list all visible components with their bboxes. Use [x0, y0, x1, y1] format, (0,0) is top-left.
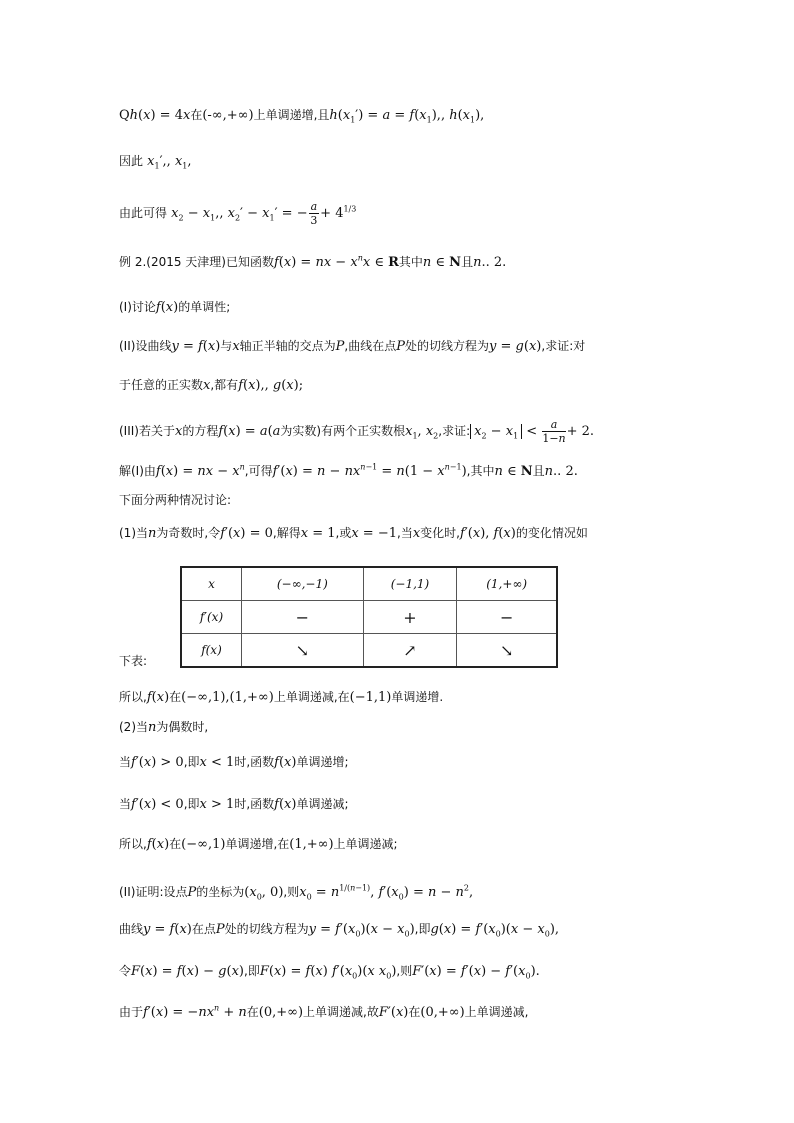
case-2: (2)当n为偶数时, — [119, 720, 209, 735]
text: 单调递增; — [296, 755, 349, 769]
text: 且 — [461, 255, 474, 269]
table-cell: (−∞,−1) — [241, 567, 363, 601]
tangent-line: 曲线y = f(x)在点P处的切线方程为$y = f'(x_0)(x - x_0)$,即$g(x) = f'(x_0)(x - x_0)$, — [119, 922, 560, 939]
text: ,即 — [183, 797, 200, 811]
text: 为偶数时, — [156, 720, 209, 734]
text: 时,函数 — [234, 797, 275, 811]
text: 为奇数时,令 — [156, 526, 221, 540]
text: 单调递增,在 — [225, 837, 290, 851]
text: ,或 — [335, 526, 352, 540]
text: 因此 — [119, 154, 144, 168]
text: 2 — [565, 464, 574, 479]
text: 在 — [246, 1005, 259, 1019]
text: 由此可得 — [119, 206, 168, 220]
text: 其中 — [398, 255, 423, 269]
text: 在 — [169, 837, 182, 851]
text: 上单调递增,且 — [253, 108, 330, 122]
natural-set-symbol: N — [449, 255, 462, 270]
table-row — [181, 601, 557, 634]
when-line-1: 当f′(x) > 0,即x < 1时,函数f(x)单调递增; — [119, 755, 349, 770]
question-1: (I)讨论f(x)的单调性; — [119, 300, 231, 315]
table-caption: 下表: — [119, 654, 148, 668]
text: 处的切线方程为 — [405, 339, 490, 353]
text: 上单调递减,故 — [303, 1005, 379, 1019]
solution-line: 解(I)由f(x) = nx − $x^n$,可得$f'(x) = n - nx^{n-1} = n(1 - x^{n-1})$,其中n ∈ N且n.. 2. — [119, 462, 578, 479]
text: 处的切线方程为 — [224, 922, 309, 936]
text: 当 — [119, 755, 132, 769]
text-line-2: 因此 $x_1'$,, $x_1$, — [119, 154, 192, 171]
text: 时,函数 — [234, 755, 275, 769]
text: 2 — [493, 255, 503, 270]
text: ,求证:对 — [541, 339, 586, 353]
text: 的方程 — [182, 424, 219, 438]
text: 当 — [119, 797, 132, 811]
so-line-2: 所以,f(x)在(−∞,1)单调递增,在(1,+∞)上单调递减; — [119, 837, 398, 852]
table-cell: (1,+∞) — [457, 567, 557, 601]
text: 所以, — [119, 837, 147, 851]
text: 的变化情况如 — [515, 526, 588, 540]
text: 为实数)有两个正实数根 — [280, 424, 406, 438]
text: 单调递减; — [296, 797, 349, 811]
table-cell: x — [181, 567, 241, 601]
table-cell: (−1,1) — [363, 567, 457, 601]
discussion-line: 下面分两种情况讨论: — [119, 493, 232, 507]
table-cell: f′(x) — [181, 601, 241, 634]
text: (III)若关于 — [119, 424, 175, 438]
text-line-3: 由此可得 $x_2 - x_1$,, $x_2' - x_1'$ = − $\frac{a}{3}$ + $4^{1/3}$ — [119, 200, 357, 227]
text: (1)当 — [119, 526, 148, 540]
text: 单调递增. — [391, 690, 444, 704]
text: ,求证: — [438, 424, 471, 438]
when-line-2: 当f′(x) < 0,即x > 1时,函数f(x)单调递减; — [119, 797, 349, 812]
text: 令 — [119, 964, 132, 978]
question-3: (III)若关于x的方程f(x) = a(a为实数)有两个正实数根$x_1$, $x_2$,求证: $x_2 - x_1$ < $\frac{a}{1-n}$ + 2. — [119, 418, 595, 445]
text: (II)证明:设点 — [119, 885, 188, 899]
text: ,当 — [397, 526, 413, 540]
text: ,即 — [183, 755, 200, 769]
text: ,可得 — [244, 464, 273, 478]
text: ,即 — [414, 922, 431, 936]
table-cell: ↗ — [363, 634, 457, 668]
text: 上单调递减; — [333, 837, 398, 851]
text: 在 — [169, 690, 182, 704]
last-line: 由于$f'(x) = -nx^n + n$在(0,+∞)上单调递减,故F′(x)在(0,+∞)上单调递减, — [119, 1003, 529, 1020]
text: 轴正半轴的交点为 — [239, 339, 336, 353]
text: 且 — [532, 464, 545, 478]
text: 变化时, — [420, 526, 460, 540]
text: (II)设曲线 — [119, 339, 172, 353]
text: 所以, — [119, 690, 147, 704]
text-line-1: Qh(x) = 4x在(-∞,+∞)上单调递增,且$h(x_1') = a = f(x_1)$,, $h(x_1)$, — [119, 108, 485, 125]
table-cell: f(x) — [181, 634, 241, 668]
text: ,则 — [283, 885, 300, 899]
text: ,其中 — [466, 464, 495, 478]
text: 的单调性; — [178, 300, 231, 314]
text: ,曲线在点 — [344, 339, 397, 353]
text: 于任意的正实数 — [119, 378, 204, 392]
question-2-cont: 于任意的正实数x,都有f(x),, g(x); — [119, 378, 304, 393]
text: 的坐标为 — [196, 885, 245, 899]
text: 在 — [408, 1005, 421, 1019]
text: 在点 — [191, 922, 216, 936]
text: ,即 — [244, 964, 260, 978]
so-line-1: 所以,f(x)在(−∞,1),(1,+∞)上单调递减,在(−1,1)单调递增. — [119, 690, 444, 705]
text: 由于 — [119, 1005, 144, 1019]
proof-line: (II)证明:设点P的坐标为($x_0$, 0),则$x_0 = n^{1/(n-1)}$, $f'(x_0) = n - n^2$, — [119, 883, 474, 902]
table-cell: − — [457, 601, 557, 634]
table-cell: ↘ — [241, 634, 363, 668]
text: 与 — [220, 339, 233, 353]
example-line: 例 2.(2015 天津理)已知函数f(x) = nx − $x^nx$ ∈ R其中n ∈ N且n.. 2. — [119, 253, 507, 270]
case-1: (1)当n为奇数时,令f′(x) = 0,解得x = 1,或x = −1,当x变化时,f′(x), f(x)的变化情况如 — [119, 526, 588, 541]
table-cell: + — [363, 601, 457, 634]
text: (I)讨论 — [119, 300, 156, 314]
table-row — [181, 567, 557, 601]
text: 解(I)由 — [119, 464, 156, 478]
letF-line: 令F(x) = f(x) − g(x),即F(x) = f(x) $f'(x_0)(x$ $x_0$),则$F'(x) = f'(x) - f'(x_0)$. — [119, 964, 540, 981]
text: (2)当 — [119, 720, 148, 734]
table-cell: ↘ — [457, 634, 557, 668]
table-cell: − — [241, 601, 363, 634]
text: 上单调递减, — [464, 1005, 529, 1019]
text: ,解得 — [272, 526, 301, 540]
text: ,则 — [396, 964, 413, 978]
real-set-symbol: R — [388, 255, 399, 270]
text: ,都有 — [210, 378, 239, 392]
text: 例 2.(2015 天津理)已知函数 — [119, 255, 274, 269]
interval: (-∞,+∞) — [202, 108, 254, 123]
text: 上单调递减,在 — [273, 690, 350, 704]
text: 曲线 — [119, 922, 144, 936]
question-2: (II)设曲线y = f(x)与x轴正半轴的交点为P,曲线在点P处的切线方程为y = g(x),求证:对 — [119, 339, 586, 354]
